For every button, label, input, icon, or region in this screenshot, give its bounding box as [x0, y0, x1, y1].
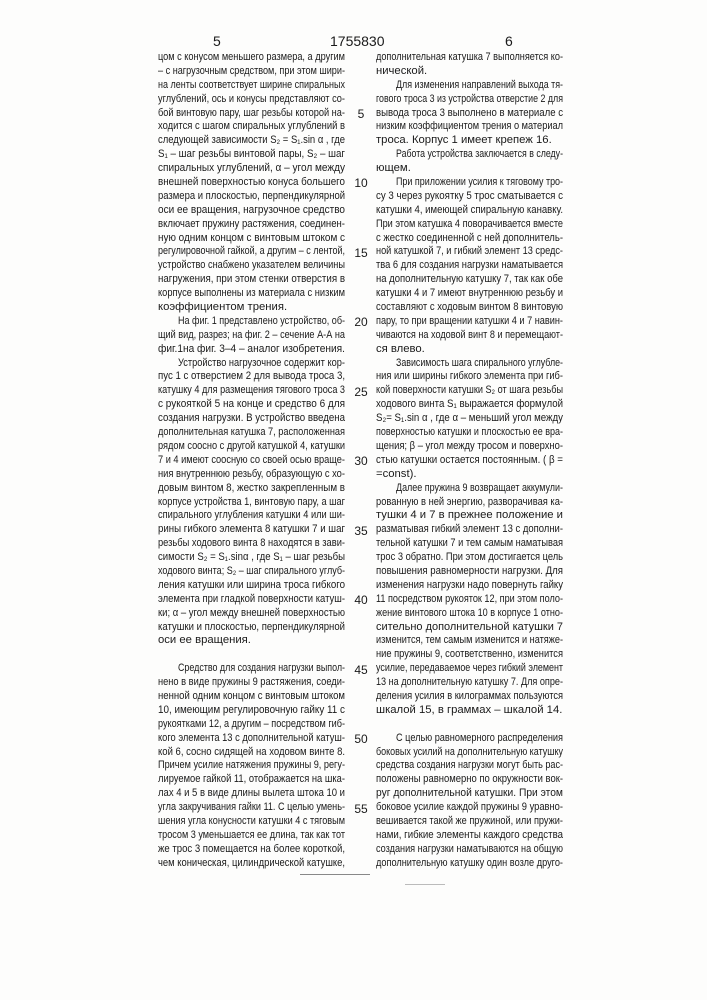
right-page-number: 6: [505, 33, 513, 49]
text-line-wrapper: [376, 509, 564, 523]
text-line-wrapper: [158, 301, 346, 315]
text-line: 7 и 4 имеют соосную со своей осью враще-: [158, 454, 345, 468]
text-line: щения; β – угол между тросом и поверхно-: [376, 440, 563, 454]
text-line-wrapper: [376, 134, 564, 148]
text-line-wrapper: [376, 732, 564, 746]
text-line: внешней поверхностью конуса большего: [158, 176, 345, 190]
text-line-wrapper: [376, 315, 564, 329]
text-line: усилие, передаваемое через гибкий элемент: [376, 662, 563, 676]
text-line-wrapper: [158, 384, 346, 398]
text-line: нагружения, при этом стенки отверстия в: [158, 273, 345, 287]
text-line-wrapper: [376, 482, 564, 496]
text-line-wrapper: [376, 634, 564, 648]
text-line: симости S₂ = S₁.sinα , где S₁ – шаг резьбы: [158, 551, 345, 565]
text-line: угла закручивания гайки 11. С целью умень-: [158, 801, 345, 815]
text-line-wrapper: [376, 857, 564, 871]
text-line-wrapper: [376, 773, 564, 787]
line-number: 35: [349, 524, 373, 538]
text-line-wrapper: [158, 287, 346, 301]
text-line: довым винтом 8, жестко закрепленным в: [158, 482, 345, 496]
text-line: корпусе устройства 1, винтовую пару, а шаг: [158, 496, 345, 510]
text-line: Для изменения направлений выхода тя-: [396, 79, 563, 93]
text-line-wrapper: [158, 134, 346, 148]
text-line: шкалой 15, в граммах – шкалой 14.: [376, 704, 562, 716]
text-line: рядом соосно с другой катушкой 4, катушки: [158, 440, 345, 454]
left-text-column: [158, 51, 346, 871]
text-line-wrapper: [376, 496, 564, 510]
text-line-wrapper: [158, 218, 346, 232]
line-number: 40: [349, 593, 373, 607]
text-line: чиваются на ходовой винт 8 и перемещают-: [376, 329, 563, 343]
text-line: дополнительная катушка 7 выполняется ко-: [376, 51, 563, 65]
text-line-wrapper: [158, 190, 346, 204]
text-line-wrapper: [376, 662, 564, 676]
text-line: пус 1 с отверстием 2 для вывода троса 3,: [158, 370, 345, 384]
text-line: Далее пружина 9 возвращает аккумули-: [396, 482, 563, 496]
text-line-wrapper: [376, 259, 564, 273]
text-line-wrapper: [158, 245, 346, 259]
text-line-wrapper: [376, 162, 564, 176]
text-line: на дополнительную катушку 7, так как обе: [376, 273, 563, 287]
patent-number: 1755830: [330, 33, 385, 49]
text-line: же трос 3 помещается на более короткой,: [158, 843, 345, 857]
text-line: положены равномерно по окружности вок-: [376, 773, 563, 787]
text-line-wrapper: [376, 398, 564, 412]
text-line: элемента при гладкой поверхности катуш-: [158, 593, 345, 607]
text-line: Причем усилие натяжения пружины 9, регу-: [158, 759, 345, 773]
text-line: Устройство нагрузочное содержит кор-: [178, 357, 345, 371]
text-line: фиг.1на фиг. 3–4 – аналог изобретения.: [158, 343, 345, 357]
text-line-wrapper: [158, 107, 346, 121]
text-line-wrapper: [158, 829, 346, 843]
line-number: 15: [349, 246, 373, 260]
text-line-wrapper: [376, 148, 564, 162]
paragraph-gap: [158, 648, 346, 662]
text-line: S₁ – шаг резьбы винтовой пары, S₂ – шаг: [158, 148, 345, 162]
line-number: 45: [349, 663, 373, 677]
text-line: ненной одним концом с винтовым штоком: [158, 690, 345, 704]
text-line-wrapper: [158, 65, 346, 79]
text-line-wrapper: [158, 676, 346, 690]
text-line-wrapper: [376, 829, 564, 843]
text-line-wrapper: [376, 107, 564, 121]
text-line: средства создания нагрузки могут быть рас-: [376, 759, 563, 773]
text-line: ющем.: [376, 162, 411, 174]
text-line: регулировочной гайкой, а другим – с лентой,: [158, 245, 345, 259]
text-line-wrapper: [158, 398, 346, 412]
text-line-wrapper: [158, 79, 346, 93]
text-line-wrapper: [158, 496, 346, 510]
text-line: повышения равномерности нагрузки. Для: [376, 565, 563, 579]
text-line: боковых усилий на дополнительную катушку: [376, 746, 563, 760]
text-line: цом с конусом меньшего размера, а другим: [158, 51, 345, 65]
text-line: создания нагрузки наматываются на общую: [376, 843, 563, 857]
text-line: нической.: [376, 65, 427, 77]
text-line-wrapper: [376, 746, 564, 760]
text-line-wrapper: [158, 273, 346, 287]
text-line: ние пружины 9, соответственно, изменится: [376, 648, 563, 662]
text-line-wrapper: [376, 51, 564, 65]
line-number: 10: [349, 176, 373, 190]
text-line-wrapper: [158, 120, 346, 134]
text-line-wrapper: [158, 523, 346, 537]
text-line: Работа устройства заключается в следу-: [396, 148, 563, 162]
text-line: кой поверхности катушки S₂ от шага резьбы: [376, 384, 563, 398]
text-line: катушки и плоскостью, перпендикулярной: [158, 621, 345, 635]
text-line: Средство для создания нагрузки выпол-: [178, 662, 345, 676]
text-line: 13 на дополнительную катушку 7. Для опре-: [376, 676, 563, 690]
text-line: трос 3 обратно. При этом достигается цель: [376, 551, 563, 565]
text-line-wrapper: [158, 565, 346, 579]
text-line: нами, гибкие элементы каждого средства: [376, 829, 563, 843]
text-line: ной катушкой 7, и гибкий элемент 13 средс-: [376, 245, 563, 259]
text-line-wrapper: [376, 648, 564, 662]
text-line: С целью равномерного распределения: [396, 732, 563, 746]
text-line-wrapper: [376, 65, 564, 79]
text-line-wrapper: [376, 120, 564, 134]
text-line: нено в виде пружины 9 растяжения, соеди-: [158, 676, 345, 690]
text-line-wrapper: [376, 676, 564, 690]
text-line-wrapper: [158, 634, 346, 648]
text-line-wrapper: [376, 815, 564, 829]
text-line: Зависимость шага спирального углубле-: [396, 357, 563, 371]
text-line: рованную в ней энергию, разворачивая ка-: [376, 496, 563, 510]
text-line-wrapper: [158, 801, 346, 815]
text-line: следующей зависимости S₂ = S₁.sin α , где: [158, 134, 345, 148]
text-line-wrapper: [158, 787, 346, 801]
text-line: рукоятками 12, а другим – посредством гиб-: [158, 718, 345, 732]
text-line: изменится, тем самым изменится и натяже-: [376, 634, 563, 648]
patent-page: [0, 0, 707, 1000]
text-line: корпусе выполнены из материала с низким: [158, 287, 345, 301]
text-line-wrapper: [158, 593, 346, 607]
divider: [405, 884, 445, 885]
text-line: сительно дополнительной катушки 7: [376, 621, 563, 635]
text-line: руг дополнительной катушки. При этом: [376, 787, 563, 801]
text-line-wrapper: [376, 93, 564, 107]
text-line: ходового винта; S₂ – шаг спирального углуб-: [158, 565, 345, 579]
text-line-wrapper: [376, 245, 564, 259]
text-line: с рукояткой 5 на конце и средство 6 для: [158, 398, 345, 412]
text-line-wrapper: [376, 621, 564, 635]
text-line-wrapper: [376, 176, 564, 190]
text-line: боковое усилие каждой пружины 9 уравно-: [376, 801, 563, 815]
text-line-wrapper: [158, 704, 346, 718]
text-line: На фиг. 1 представлено устройство, об-: [178, 315, 345, 329]
text-line-wrapper: [376, 329, 564, 343]
text-line-wrapper: [158, 454, 346, 468]
text-line-wrapper: [158, 357, 346, 371]
text-line: ления катушки или ширина троса гибкого: [158, 579, 345, 593]
text-line: тва 6 для создания нагрузки наматывается: [376, 259, 563, 273]
text-line: S₂= S₁.sin α , где α – меньший угол между: [376, 412, 563, 426]
text-line: 10, имеющим регулировочную гайку 11 с: [158, 704, 345, 718]
line-number: 25: [349, 385, 373, 399]
text-line: вешивается такой же пружиной, или пружи-: [376, 815, 563, 829]
text-line-wrapper: [158, 482, 346, 496]
text-line-wrapper: [376, 384, 564, 398]
text-line-wrapper: [158, 93, 346, 107]
text-line: рины гибкого элемента 8 катушки 7 и шаг: [158, 523, 345, 537]
text-line: троса. Корпус 1 имеет крепеж 16.: [376, 134, 552, 146]
text-line-wrapper: [158, 259, 346, 273]
text-line-wrapper: [376, 301, 564, 315]
text-line-wrapper: [158, 621, 346, 635]
text-line-wrapper: [376, 79, 564, 93]
text-line-wrapper: [376, 690, 564, 704]
text-line-wrapper: [158, 759, 346, 773]
text-line-wrapper: [158, 843, 346, 857]
text-line: тросом 3 уменьшается ее длина, так как тот: [158, 829, 345, 843]
text-line-wrapper: [158, 412, 346, 426]
text-line-wrapper: [158, 662, 346, 676]
text-line: составляют с ходовым винтом 8 винтовую: [376, 301, 563, 315]
text-line-wrapper: [376, 759, 564, 773]
text-line: – с нагрузочным средством, при этом шири-: [158, 65, 345, 79]
text-line-wrapper: [158, 426, 346, 440]
text-line-wrapper: [376, 426, 564, 440]
text-line-wrapper: [376, 551, 564, 565]
text-line-wrapper: [376, 412, 564, 426]
text-line: пару, то при вращении катушки 4 и 7 навин-: [376, 315, 563, 329]
text-line-wrapper: [376, 440, 564, 454]
text-line: коэффициентом трения.: [158, 301, 287, 313]
text-line: дополнительную катушку один возле друго-: [376, 857, 563, 871]
text-line-wrapper: [376, 204, 564, 218]
text-line: резьбы ходового винта 8 находятся в зави-: [158, 537, 345, 551]
text-line: на ленты соответствует ширине спиральных: [158, 79, 345, 93]
text-line-wrapper: [158, 440, 346, 454]
text-line-wrapper: [158, 607, 346, 621]
text-line-wrapper: [158, 551, 346, 565]
text-line: низким коэффициентом трения о материал: [376, 120, 563, 134]
text-line: катушки 4 и 7 имеют внутреннюю резьбу и: [376, 287, 563, 301]
text-line: 11 посредством рукояток 12, при этом поло-: [376, 593, 563, 607]
text-line: чем коническая, цилиндрической катушке,: [158, 857, 345, 871]
text-line-wrapper: [376, 232, 564, 246]
text-line-wrapper: [158, 718, 346, 732]
text-line-wrapper: [376, 454, 564, 468]
text-line-wrapper: [376, 370, 564, 384]
text-line: катушку 4 для размещения тягового троса 3: [158, 384, 345, 398]
text-line-wrapper: [376, 579, 564, 593]
text-line: При приложении усилия к тяговому тро-: [396, 176, 563, 190]
text-line: бой винтовую пару, шаг резьбы которой на-: [158, 107, 345, 121]
text-line-wrapper: [158, 162, 346, 176]
text-line-wrapper: [376, 523, 564, 537]
text-line: оси ее вращения, нагрузочное средство: [158, 204, 345, 218]
text-line: стью катушки остается постоянным. ( β =: [376, 454, 563, 468]
text-line-wrapper: [376, 190, 564, 204]
line-number: 30: [349, 454, 373, 468]
text-line: деления усилия в килограммах пользуются: [376, 690, 563, 704]
text-line: ки; α – угол между внешней поверхностью: [158, 607, 345, 621]
text-line: су 3 через рукоятку 5 трос сматывается с: [376, 190, 563, 204]
text-line-wrapper: [158, 232, 346, 246]
text-line-wrapper: [376, 537, 564, 551]
text-line-wrapper: [376, 593, 564, 607]
text-line-wrapper: [158, 579, 346, 593]
line-number: 55: [349, 802, 373, 816]
text-line: жение винтового штока 10 в корпусе 1 отно-: [376, 607, 563, 621]
text-line-wrapper: [158, 329, 346, 343]
text-line: спирального углубления катушки 4 или ши-: [158, 509, 345, 523]
text-line-wrapper: [376, 287, 564, 301]
text-line: лах 4 и 5 в виде длины вылета штока 10 и: [158, 787, 345, 801]
text-line-wrapper: [158, 315, 346, 329]
text-line-wrapper: [158, 176, 346, 190]
line-number: 20: [349, 315, 373, 329]
text-line-wrapper: [376, 273, 564, 287]
text-line-wrapper: [376, 607, 564, 621]
text-line-wrapper: [158, 148, 346, 162]
text-line-wrapper: [376, 801, 564, 815]
text-line: тушки 4 и 7 в прежнее положение и: [376, 509, 563, 523]
text-line-wrapper: [158, 51, 346, 65]
text-line-wrapper: [158, 746, 346, 760]
text-line: ся влево.: [376, 343, 425, 355]
text-line-wrapper: [158, 815, 346, 829]
text-line: кой 6, сосно сидящей на ходовом винте 8.: [158, 746, 345, 760]
text-line-wrapper: [158, 343, 346, 357]
text-line-wrapper: [158, 690, 346, 704]
text-line-wrapper: [376, 357, 564, 371]
text-line: вывода троса 3 выполнено в материале с: [376, 107, 563, 121]
text-line: спиральных углублений, α – угол между: [158, 162, 345, 176]
text-line: тельной катушки 7 и тем самым наматывая: [376, 537, 563, 551]
text-line-wrapper: [158, 773, 346, 787]
text-line-wrapper: [158, 537, 346, 551]
text-line-wrapper: [376, 704, 564, 718]
text-line: разматывая гибкий элемент 13 с дополни-: [376, 523, 563, 537]
text-line: устройство снабжено указателем величины: [158, 259, 345, 273]
text-line-wrapper: [376, 565, 564, 579]
text-line-wrapper: [376, 218, 564, 232]
text-line-wrapper: [158, 732, 346, 746]
text-line: ходового винта S₁ выражается формулой: [376, 398, 563, 412]
left-page-number: 5: [213, 33, 221, 49]
text-line: размера и плоскостью, перпендикулярной: [158, 190, 345, 204]
text-line: ную одним концом с винтовым штоком с: [158, 232, 345, 246]
text-line-wrapper: [158, 857, 346, 871]
text-line: с жестко соединенной с ней дополнитель-: [376, 232, 563, 246]
text-line-wrapper: [158, 370, 346, 384]
text-line: кого элемента 13 с дополнительной катуш-: [158, 732, 345, 746]
divider: [300, 874, 370, 875]
text-line: катушки 4, имеющей спиральную канавку.: [376, 204, 563, 218]
text-line-wrapper: [158, 509, 346, 523]
line-number: 5: [349, 107, 373, 121]
text-line: При этом катушка 4 поворачивается вместе: [376, 218, 563, 232]
text-line: гового троса 3 из устройства отверстие 2 для: [376, 93, 563, 107]
text-line: изменения нагрузки надо повернуть гайку: [376, 579, 563, 593]
text-line: создания нагрузки. В устройство введена: [158, 412, 345, 426]
text-line: дополнительная катушка 7, расположенная: [158, 426, 345, 440]
text-line-wrapper: [376, 787, 564, 801]
text-line: =const).: [376, 468, 417, 480]
text-line: углублений, ось и конусы представляют со-: [158, 93, 345, 107]
text-line: включает пружину растяжения, соединен-: [158, 218, 345, 232]
text-line: шения угла конусности катушки 4 с тяговым: [158, 815, 345, 829]
text-line-wrapper: [376, 843, 564, 857]
text-line: ния или ширины гибкого элемента при гиб-: [376, 370, 563, 384]
text-line-wrapper: [158, 468, 346, 482]
text-line: поверхностью катушки и плоскостью ее вра-: [376, 426, 563, 440]
text-line-wrapper: [376, 468, 564, 482]
paragraph-gap: [376, 718, 564, 732]
text-line: оси ее вращения.: [158, 634, 251, 646]
text-line-wrapper: [376, 343, 564, 357]
text-line: ходится с шагом спиральных углублений в: [158, 120, 345, 134]
text-line: ния внутреннюю резьбу, образующую с хо-: [158, 468, 345, 482]
line-number: 50: [349, 732, 373, 746]
text-line-wrapper: [158, 204, 346, 218]
text-line: лируемое гайкой 11, отображается на шка-: [158, 773, 345, 787]
text-line: щий вид, разрез; на фиг. 2 – сечение А-А на: [158, 329, 345, 343]
right-text-column: [376, 51, 564, 871]
